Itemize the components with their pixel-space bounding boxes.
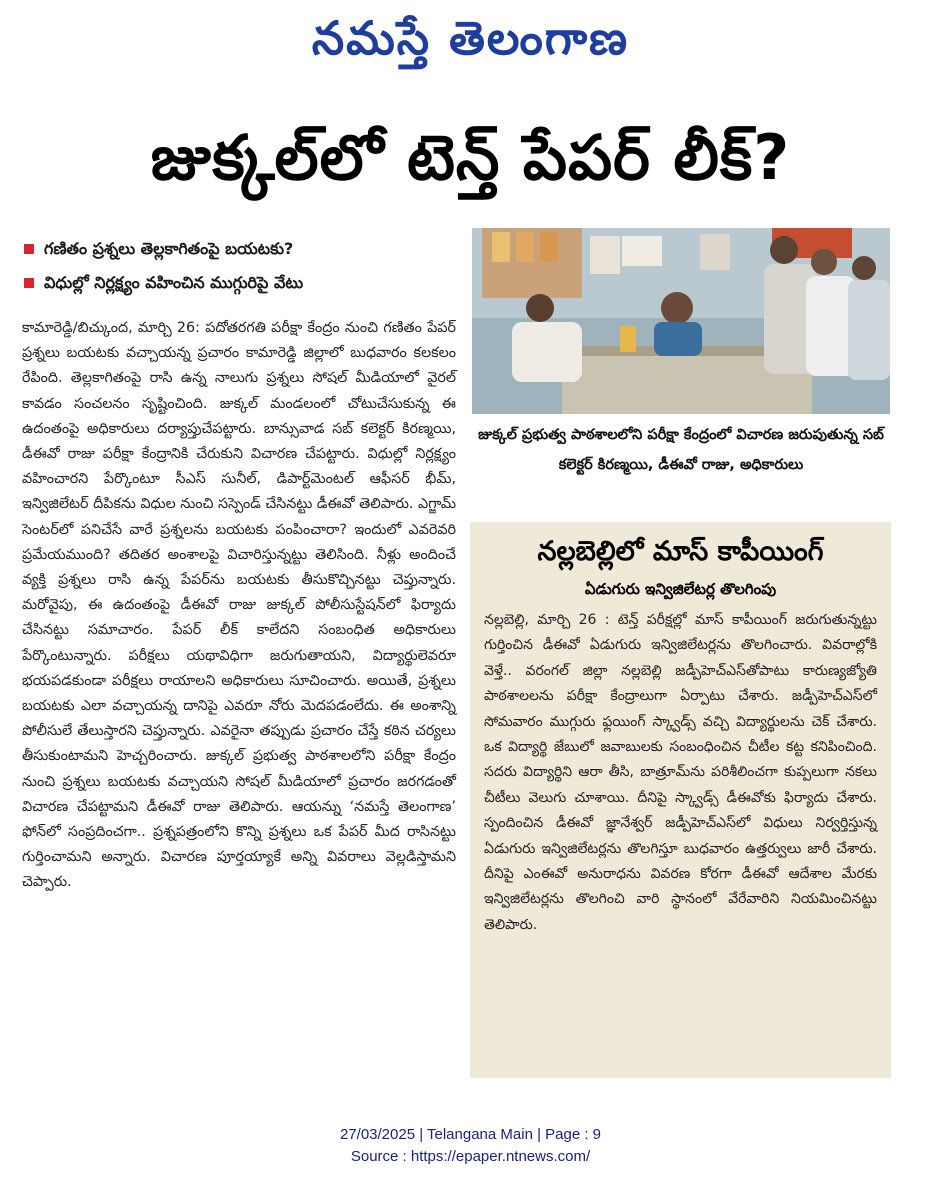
sidebar-subtitle: ఏడుగురు ఇన్విజిలేటర్ల తొలగింపు <box>584 580 777 598</box>
masthead <box>0 6 941 70</box>
bullet-list <box>22 232 462 300</box>
sidebar-article <box>470 522 891 1078</box>
bullet-item <box>22 266 462 300</box>
headline: జుక్కల్‌లో టెన్త్ పేపర్ లీక్? <box>150 121 791 194</box>
photo-caption: జుక్కల్ ప్రభుత్వ పాఠశాలలోని పరీక్షా కేంద్రంలో విచారణ జరుపుతున్న సబ్ కలెక్టర్ కిరణ్మయి, డీఈవో రాజు, అధికారులు <box>478 427 884 473</box>
masthead-title: నమస్తే తెలంగాణ <box>311 11 630 65</box>
bullet-square-icon <box>24 278 34 288</box>
footer-source-line: Source : https://epaper.ntnews.com/ <box>350 1148 591 1165</box>
bullet-square-icon <box>24 244 34 254</box>
news-photo <box>472 228 890 414</box>
bullet-text: విధుల్లో నిర్లక్ష్యం వహించిన ముగ్గురిపై వేటు <box>44 273 304 292</box>
main-article <box>22 316 456 896</box>
bullet-text: గణితం ప్రశ్నలు తెల్లకాగితంపై బయటకు? <box>44 239 294 258</box>
article-body: కామారెడ్డి/బిచ్కుంద, మార్చి 26: పదోతరగతి పరీక్షా కేంద్రం నుంచి గణితం పేపర్ ప్రశ్నలు బయటకు వచ్చాయన్న ప్రచారం కామారెడ్డి జిల్లాలో బుధవారం కలకలం రేపింది. తెల్లకాగితంపై రాసి ఉన్న నాలుగు ప్రశ్నలు సోషల్ మీడియాలో వైరల్ కావడం సంచలనం సృష్టించింది. జుక్కల్ మండలంలో చోటుచేసుకున్న ఈ ఉదంతంపై అధికారులు దర్యాప్తుచేపట్టారు. బాన్సువాడ సబ్ కలెక్టర్ కిరణ్మయి, డీఈవో రాజు పరీక్షా కేంద్రానికి చేరుకుని విచారణ చేపట్టారు. విధుల్లో నిర్లక్ష్యం వహించారని పేర్కొంటూ సీఎస్ సునీల్, డిపార్ట్‌మెంటల్ ఆఫీసర్ భీమ్, ఇన్విజిలేటర్ దీపికను విధుల నుంచి సస్పెండ్ చేసినట్టు డీఈవో తెలిపారు. ఎగ్జామ్ సెంటర్‌లో పనిచేసే వారే ప్రశ్నలను బయటకు పంపించారా? ఇందులో ఎవరెవరి ప్రమేయముంది? తదితర అంశాలపై విచారిస్తున్నట్టు తెలిసింది. నీళ్లు అందించే వ్యక్తి ప్రశ్నలు రాసి ఉన్న పేపర్‌ను బయటకు తీసుకొచ్చినట్టు చెప్తున్నారు. మరోవైపు, ఈ ఉదంతంపై డీఈవో రాజు జుక్కల్ పోలీసుస్టేషన్‌లో ఫిర్యాదు చేసినట్టు సమాచారం. పేపర్ లీక్ కాలేదని సంబంధిత అధికారులు పేర్కొంటున్నారు. పరీక్షలు యథావిధిగా జరుగుతాయని, విద్యార్థులెవరూ భయపడకుండా పరీక్షలు రాయాలని అధికారులు సూచించారు. అయితే, ప్రశ్నలు బయటకు ఎలా వచ్చాయన్న దానిపై ఎవరూ నోరు మెదపడంలేదు. ఈ అంశాన్ని పోలీసులే తేలుస్తారని చెప్తున్నారు. ఎవరైనా తప్పుడు ప్రచారం చేస్తే కఠిన చర్యలు తీసుకుంటామని హెచ్చరించారు. జుక్కల్ ప్రభుత్వ పాఠశాలలోని పరీక్షా కేంద్రం నుంచి ప్రశ్నలు బయటకు వచ్చాయని సోషల్ మీడియాలో ప్రచారం జరగడంతో విచారణ చేపట్టామని డీఈవో రాజు తెలిపారు. ఆయన్ను ‘నమస్తే తెలంగాణ’ ఫోన్‌లో సంప్రదించగా.. ప్రశ్నపత్రంలోని కొన్ని ప్రశ్నలు ఒక పేపర్ మీద రాసినట్టు గుర్తించామని అన్నారు. విచారణ పూర్తయ్యాకే అన్ని వివరాలు వెల్లడిస్తామని చెప్పారు. <box>22 320 456 891</box>
footer <box>0 1124 941 1168</box>
sidebar-title: నల్లబెల్లిలో మాస్ కాపీయింగ్ <box>537 536 824 567</box>
sidebar-body: నల్లబెల్లి, మార్చి 26 : టెన్త్ పరీక్షల్లో మాస్ కాపీయింగ్ జరుగుతున్నట్టు గుర్తించిన డీఈవో ఏడుగురు ఇన్విజిలేటర్లను తొలగించారు. వివరాల్లోకి వెళ్తే.. వరంగల్ జిల్లా నల్లబెల్లి జడ్పీహెచ్‌ఎస్‌తోపాటు కారుణ్యజ్యోతి పాఠశాలలను పరీక్షా కేంద్రాలుగా ఏర్పాటు చేశారు. జడ్పీహెచ్‌ఎస్‌లో సోమవారం ముగ్గురు ఫ్లయింగ్ స్క్వాడ్స్ వచ్చి విద్యార్థులను చెక్ చేశారు. ఒక విద్యార్థి జేబులో జవాబులకు సంబంధించిన చీటీల కట్ట కనిపించింది. సదరు విద్యార్థిని ఆరా తీసి, బాత్రూమ్‌ను పరిశీలించగా కుప్పలుగా నకలు చీటీలు వెలుగు చూశాయి. దీనిపై స్క్వాడ్స్ డీఈవోకు ఫిర్యాదు చేశారు. స్పందించిన డీఈవో జ్ఞానేశ్వర్ జడ్పీహెచ్‌ఎస్‌లో విధులు నిర్వర్తిస్తున్న ఏడుగురు ఇన్విజిలేటర్లను తొలగిస్తూ బుధవారం ఉత్తర్వులు జారీ చేశారు. దీనిపై ఎంఈవో అనురాధను వివరణ కోరగా డీఈవో ఆదేశాల మేరకు ఇన్విజిలేటర్లను తొలగించి వారి స్థానంలో వేరేవారిని నియమించినట్టు తెలిపారు. <box>484 612 877 933</box>
footer-date-line: 27/03/2025 | Telangana Main | Page : 9 <box>339 1126 602 1143</box>
news-photo-image <box>472 228 890 414</box>
bullet-item <box>22 232 462 266</box>
